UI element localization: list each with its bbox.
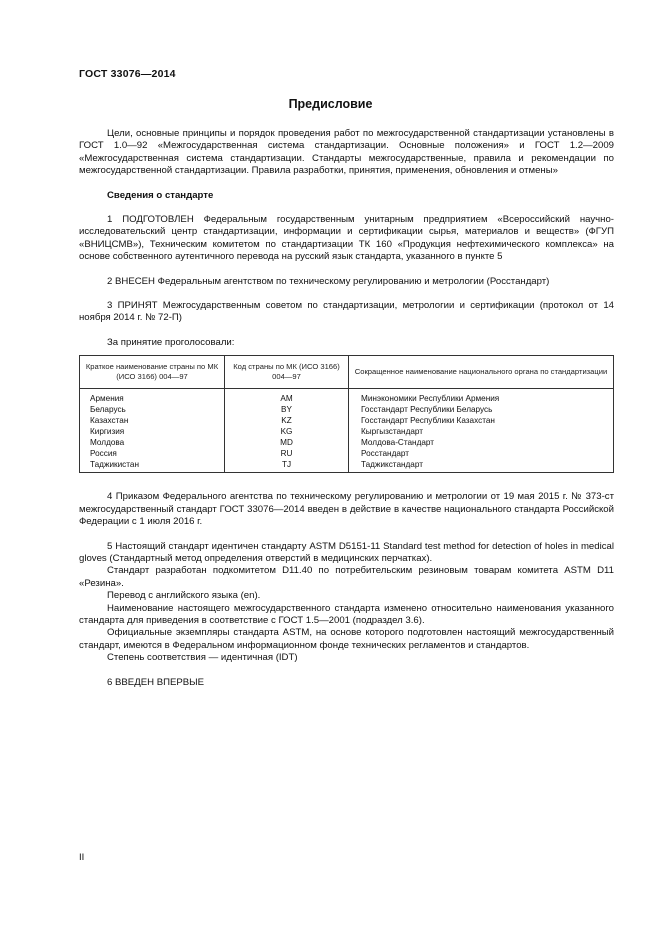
item-5-paragraph: 5 Настоящий стандарт идентичен стандарту ASTM D5151-11 Standard test method for detection of holes in medical gloves (Стандартный метод определения отверстий в медицинских перчатках). <box>79 540 614 564</box>
table-row <box>80 389 614 405</box>
item-3-paragraph: 3 ПРИНЯТ Межгосударственным советом по стандартизации, метрологии и сертификации (протокол от 14 ноября 2014 г. № 72-П) <box>79 300 614 324</box>
standards-body: Госстандарт Республики Казахстан <box>349 415 614 426</box>
standards-body: Молдова-Стандарт <box>349 437 614 448</box>
table-row <box>80 415 614 426</box>
standards-body: Минэкономики Республики Армения <box>349 389 614 405</box>
item-4-paragraph: 4 Приказом Федерального агентства по техническому регулированию и метрологии от 19 мая 2015 г. № 373-ст межгосударственный стандарт ГОСТ 33076—2014 введен в действие в качестве национального стандарта Российской Федерации с 1 июля 2016 г. <box>79 491 614 528</box>
country-code: KG <box>225 426 349 437</box>
vote-table <box>79 355 614 473</box>
section-heading: Сведения о стандарте <box>107 189 214 201</box>
item-5-name-change: Наименование настоящего межгосударственного стандарта изменено относительно наименования указанного стандарта для приведения в соответствие с ГОСТ 1.5—2001 (подраздел 3.6). <box>79 602 614 626</box>
header-body: Сокращенное наименование национального органа по стандартизации <box>349 356 614 389</box>
item-5-degree: Степень соответствия — идентичная (IDT) <box>107 652 298 664</box>
document-body <box>79 128 614 689</box>
country-name: Таджикистан <box>80 459 225 473</box>
country-code: KZ <box>225 415 349 426</box>
country-code: RU <box>225 448 349 459</box>
header-code: Код страны по МК (ИСО 3166) 004—97 <box>225 356 349 389</box>
country-code: MD <box>225 437 349 448</box>
country-code: AM <box>225 389 349 405</box>
country-name: Молдова <box>80 437 225 448</box>
table-row <box>80 426 614 437</box>
standards-body: Госстандарт Республики Беларусь <box>349 404 614 415</box>
item-1-paragraph: 1 ПОДГОТОВЛЕН Федеральным государственным унитарным предприятием «Всероссийский научно-исследовательский центр стандартизации, информации и сертификации сырья, материалов и веществ» (ФГУП «ВНИЦСМВ»), Техническим комитетом по стандартизации ТК 160 «Продукция нефтехимического комплекса» на основе собственного аутентичного перевода на русский язык стандарта, указанного в пункте 5 <box>79 214 614 263</box>
table-row <box>80 448 614 459</box>
country-name: Россия <box>80 448 225 459</box>
item-5-language: Перевод с английского языка (en). <box>107 590 261 602</box>
item-6-paragraph: 6 ВВЕДЕН ВПЕРВЫЕ <box>107 676 205 688</box>
page-title: Предисловие <box>288 97 373 111</box>
page-number: II <box>79 852 85 863</box>
country-name: Беларусь <box>80 404 225 415</box>
table-row <box>80 404 614 415</box>
country-code: TJ <box>225 459 349 473</box>
country-code: BY <box>225 404 349 415</box>
vote-intro: За принятие проголосовали: <box>107 336 235 348</box>
header-country: Краткое наименование страны по МК (ИСО 3166) 004—97 <box>80 356 225 389</box>
country-name: Киргизия <box>80 426 225 437</box>
standards-body: Росстандарт <box>349 448 614 459</box>
item-2-paragraph: 2 ВНЕСЕН Федеральным агентством по техническому регулированию и метрологии (Росстандарт) <box>107 275 550 287</box>
table-row <box>80 459 614 473</box>
table-header-row <box>80 356 614 389</box>
intro-paragraph: Цели, основные принципы и порядок проведения работ по межгосударственной стандартизации установлены в ГОСТ 1.0—92 «Межгосударственная система стандартизации. Основные положения» и ГОСТ 1.2—2009 «Межгосударственная система стандартизации. Стандарты межгосударственные, правила и рекомендации по межгосударственной стандартизации. Правила разработки, принятия, применения, обновления и отмены» <box>79 128 614 177</box>
table-row <box>80 437 614 448</box>
item-5-developer: Стандарт разработан подкомитетом D11.40 по потребительским резиновым товарам комитета ASTM D11 «Резина». <box>79 565 614 589</box>
country-name: Армения <box>80 389 225 405</box>
standards-body: Таджикстандарт <box>349 459 614 473</box>
document-code-header: ГОСТ 33076—2014 <box>79 68 176 80</box>
country-name: Казахстан <box>80 415 225 426</box>
standards-body: Кыргызстандарт <box>349 426 614 437</box>
item-5-official-copies: Официальные экземпляры стандарта ASTM, на основе которого подготовлен настоящий межгосударственный стандарт, имеются в Федеральном информационном фонде технических регламентов и стандартов. <box>79 627 614 651</box>
